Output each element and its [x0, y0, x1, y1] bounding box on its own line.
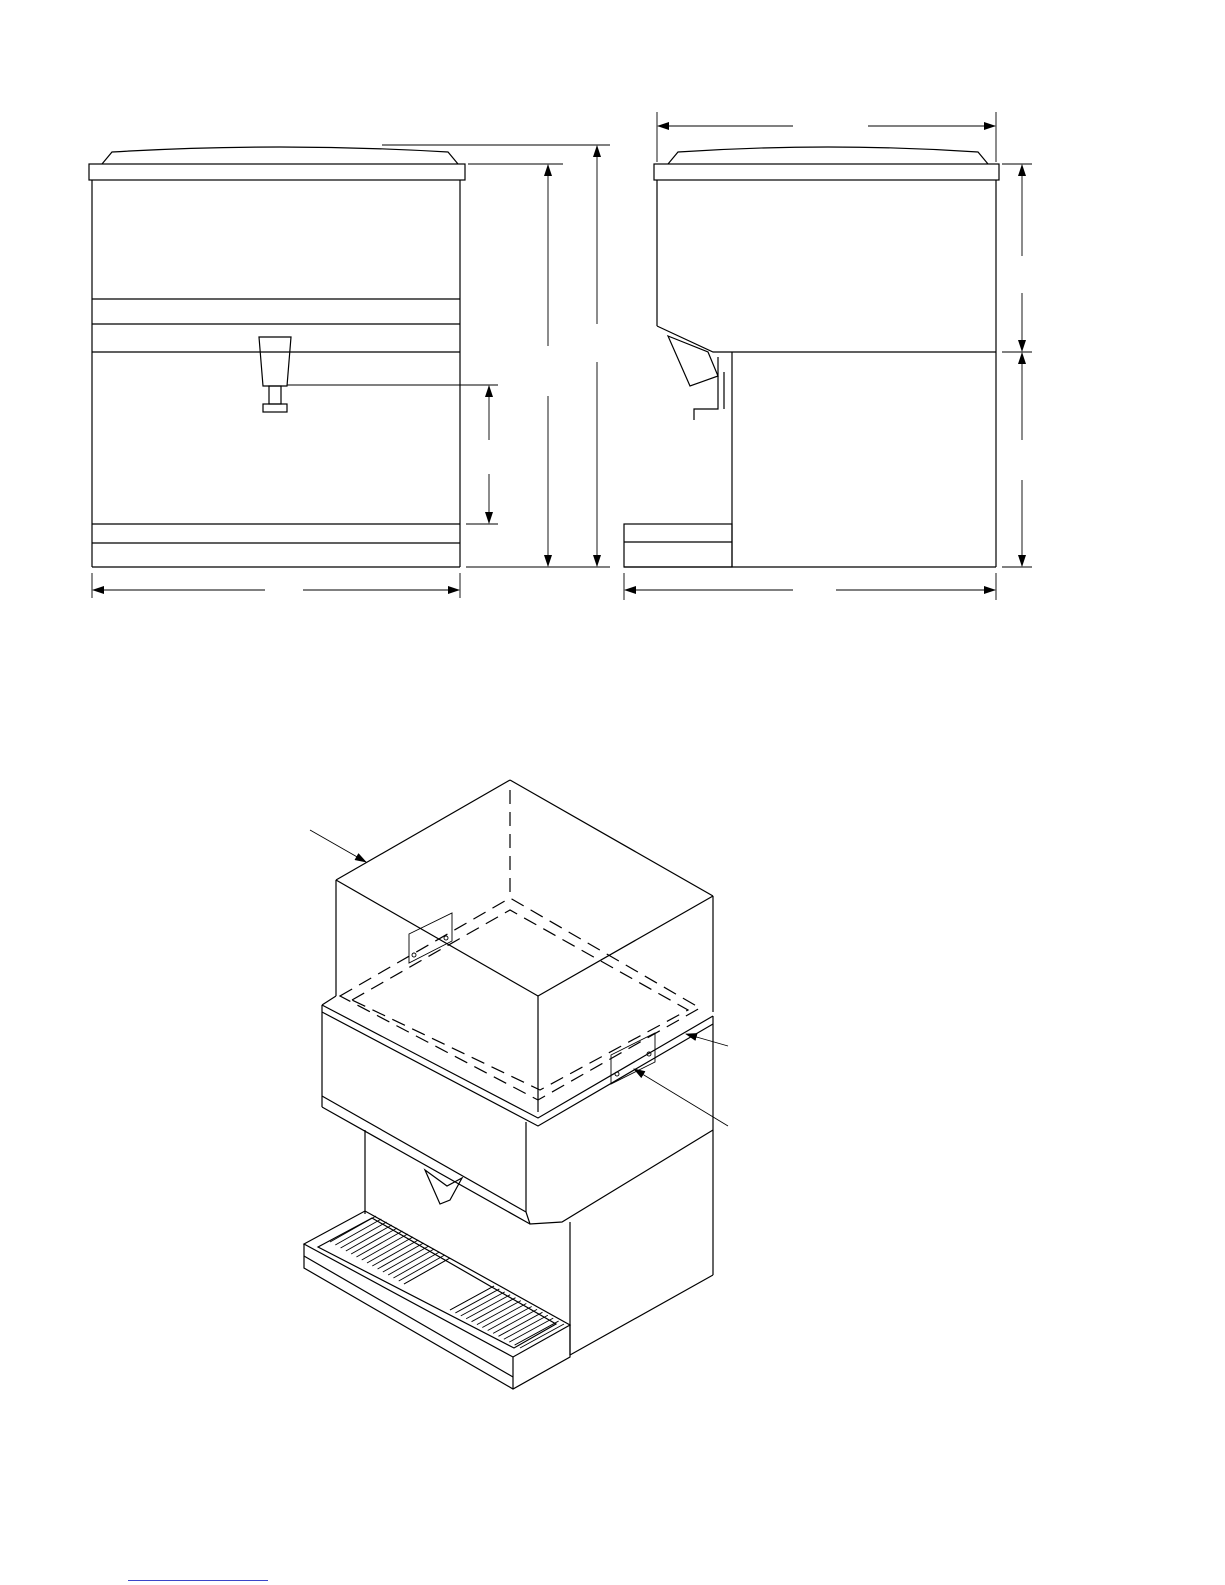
- front-lid-dome: [102, 147, 458, 164]
- grate-slat: [504, 1315, 548, 1339]
- side-top-rim: [654, 164, 999, 180]
- hidden-base-outline: [340, 898, 700, 1100]
- dispenser-head: [322, 996, 713, 1275]
- iso-drip-tray: [304, 1211, 570, 1389]
- dispense-nozzle: [259, 337, 291, 412]
- side-dimensions: [624, 112, 1032, 600]
- side-drip-tray: [624, 524, 732, 567]
- grate-slat: [477, 1301, 521, 1325]
- grate-slat: [466, 1295, 510, 1319]
- grate-slat: [515, 1321, 559, 1345]
- front-elevation: [89, 147, 465, 567]
- grate-slat: [520, 1324, 564, 1348]
- grate-slat: [472, 1298, 516, 1322]
- isometric-view: [304, 780, 728, 1389]
- grate-slat: [482, 1304, 526, 1328]
- grate-slat: [455, 1289, 499, 1313]
- grate-panel-edge: [450, 1286, 494, 1310]
- bin-extension: [336, 780, 713, 1112]
- side-nozzle: [668, 336, 724, 420]
- side-lid-dome: [668, 147, 988, 164]
- side-elevation: [624, 147, 999, 567]
- front-dimensions: [92, 145, 610, 598]
- grate-slat: [461, 1292, 505, 1316]
- drip-tray-grate: [330, 1216, 564, 1348]
- grate-slat: [498, 1312, 542, 1336]
- grate-slat: [488, 1306, 532, 1330]
- bracket-lower: [611, 1033, 655, 1084]
- side-hopper-bottom: [657, 326, 996, 352]
- front-top-rim: [89, 164, 465, 180]
- grate-slat: [493, 1309, 537, 1333]
- footer-rule: [128, 1580, 268, 1581]
- leader-arrows: [310, 830, 728, 1126]
